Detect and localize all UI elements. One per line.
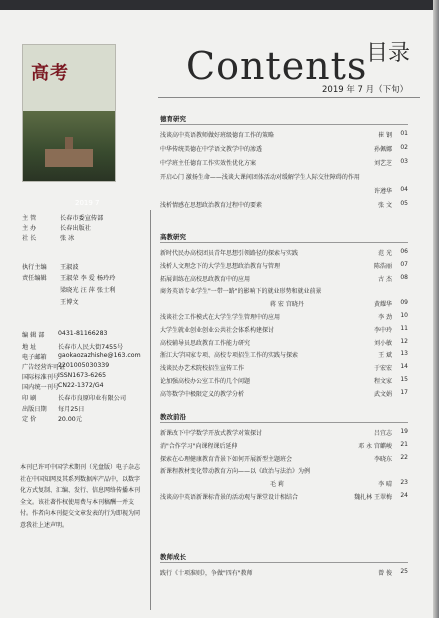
toc-entry-title: 浅析情感在思想政治教育过程中的要素: [160, 202, 263, 209]
toc-entry-title: 开启心门 激扬生命——浅谈大课间团体活动对缓解学生人际交往障碍的作用: [160, 174, 360, 181]
toc-entry-title: 浅谈社会工作模式在大学生学生管理中的应用: [160, 314, 281, 321]
toc-entry-author: 李中玲: [373, 326, 392, 334]
column-divider: [150, 210, 151, 610]
header-rule: [158, 97, 420, 98]
toc-entry-author: 陈浩丽: [373, 262, 392, 270]
toc-entry-author: 黄耀华: [373, 301, 392, 309]
issue-date: 2019 年 7 月（下旬）: [322, 85, 409, 95]
contents-title: Contents: [186, 44, 368, 88]
toc-entry-page: 23: [400, 479, 408, 487]
masthead-value: 20.00元: [58, 416, 82, 423]
toc-entry[interactable]: [160, 492, 408, 502]
masthead-value: ISSN1673-6265: [58, 372, 107, 379]
toc-entry[interactable]: [160, 350, 408, 360]
toc-entry-title: 浅谈高中英语新课标背景的活动观与课堂设计相结合: [160, 494, 299, 501]
toc-entry-page: 15: [400, 376, 408, 383]
toc-entry-page: 10: [400, 312, 408, 319]
toc-entry-title: 践行《十项准则》，争做"四有"教师: [160, 570, 253, 577]
toc-entry[interactable]: [160, 312, 408, 322]
masthead-value: 2201005030339: [58, 362, 110, 369]
toc-entry-title: 消"合作学习"向课程课后延伸: [160, 442, 238, 450]
masthead-label: 印 刷: [22, 395, 37, 402]
toc-entry-page: 19: [400, 428, 408, 435]
toc-entry[interactable]: [160, 299, 408, 309]
toc-entry-page: 01: [400, 130, 408, 137]
toc-entry[interactable]: [160, 428, 408, 438]
masthead-value: 王淑荣 李 爱 杨玲玲: [60, 275, 116, 282]
toc-entry-page: 17: [400, 388, 408, 396]
masthead-label: 广告经营许可证: [22, 364, 66, 371]
toc-entry-author: 程文家: [373, 378, 392, 385]
toc-entry-author: 李 晴: [378, 481, 392, 489]
masthead-label: 地 址: [22, 344, 37, 351]
masthead-label: 责任编辑: [22, 275, 47, 282]
toc-entry-author: 崔 钢: [378, 132, 392, 139]
toc-entry-page: 12: [400, 337, 408, 345]
section-heading: 教改前沿: [160, 413, 186, 421]
toc-entry-page: 22: [400, 453, 408, 461]
toc-entry[interactable]: [160, 363, 408, 373]
toc-entry-title: 新时代民办高校团员青年思想引领路径的探索与实践: [160, 250, 299, 257]
section-heading: 教师成长: [160, 553, 186, 561]
cover-building: [45, 149, 93, 167]
toc-entry-title: 拓展训练在高校思政教育中的应用: [160, 275, 251, 283]
toc-entry-title: 浅析人文理念下的大学生思想政治教育与管理: [160, 262, 281, 270]
section-heading: 高教研究: [160, 233, 186, 241]
photo-shadow-top: [0, 0, 439, 10]
contents-title-cn: 目录: [366, 41, 411, 66]
toc-entry-author: 张 文: [378, 202, 392, 209]
toc-entry[interactable]: [160, 248, 408, 258]
toc-entry-title: 高校辅导员思政教育工作能力研究: [160, 339, 251, 347]
toc-entry-title: 蒋 宏 宫晓丹: [270, 301, 304, 309]
toc-entry-title: 商务英语专业学生"一带一路"的影响下的就业形势和就业前景: [160, 288, 322, 296]
toc-entry-title: 毛 莉: [270, 481, 284, 489]
toc-entry-title: 新课程教材变化带动教育方向——以《政治与法治》为例: [160, 468, 311, 476]
toc-entry-author: 王 斌: [378, 352, 392, 360]
toc-entry-title: 浅谈民办艺术院校招生宣传工作: [160, 365, 245, 373]
toc-entry-author: 吕宜志: [373, 430, 392, 437]
toc-entry-page: 04: [400, 186, 408, 193]
toc-entry-page: 14: [400, 363, 408, 371]
toc-entry-author: 许遵华: [373, 188, 392, 195]
masthead-label: 执行主编: [22, 264, 47, 271]
toc-entry[interactable]: [160, 454, 408, 464]
masthead-label: 国内统一刊号: [22, 384, 60, 391]
toc-entry-author: 于宏宏: [373, 365, 392, 373]
toc-entry-author: 曾 俊: [378, 570, 392, 577]
masthead-label: 编 辑 部: [22, 332, 45, 339]
masthead-value: 长春出版社: [60, 225, 91, 232]
toc-entry-page: 11: [400, 324, 408, 332]
toc-entry-author: 李 劲: [378, 314, 392, 321]
toc-entry[interactable]: [160, 568, 408, 578]
toc-entry-page: 03: [400, 158, 408, 165]
cover-issue: 2019 7: [75, 199, 100, 207]
toc-entry[interactable]: [160, 441, 408, 451]
toc-entry-author: 邓 永 宫麒峻: [358, 442, 392, 450]
toc-entry-author: 武文娟: [373, 390, 392, 398]
masthead-value: 张 冰: [60, 235, 75, 242]
toc-entry[interactable]: [160, 338, 408, 348]
toc-entry[interactable]: [160, 261, 408, 271]
masthead-value: gaokaozazhishe@163.com: [58, 352, 141, 359]
masthead-value: CN22-1372/G4: [58, 382, 104, 389]
section-rule: [160, 124, 408, 125]
masthead-label: 电子邮箱: [22, 354, 47, 361]
toc-entry-page: 09: [400, 299, 408, 307]
masthead-value: 长春市委宣传部: [60, 215, 104, 222]
toc-entry-page: 05: [400, 200, 408, 207]
toc-entry-page: 02: [400, 144, 408, 151]
masthead-label: 主 办: [22, 225, 37, 232]
masthead-value: 长春市良原印业有限公司: [58, 395, 127, 402]
toc-entry-title: 中华传统美德在中学语文教学中的渗透: [160, 146, 263, 153]
toc-entry-author: 李晓东: [373, 455, 392, 463]
section-rule: [160, 422, 408, 423]
toc-entry-page: 06: [400, 248, 408, 255]
copyright-notice: 本刊已许可中国学术期刊（光盘版）电子杂志社在中国知网及其系列数据库产品中，以数字化方式复制、汇编、发行、信息网络传播本刊全文。该社著作权使用费与本刊稿酬一并支付。作者向本刊提交文章发表的行为即视为同意我社上述声明。: [20, 464, 141, 529]
section-rule: [160, 242, 408, 243]
toc-entry-title: 浅谈高中英语教师做好班级德育工作的策略: [160, 132, 275, 139]
section-rule: [160, 562, 408, 563]
masthead-value: 王博文: [60, 299, 79, 306]
toc-entry[interactable]: [160, 376, 408, 386]
toc-entry-title: 探索在心理健康教育背景下如何开展新型主题班会: [160, 455, 293, 463]
toc-entry[interactable]: [160, 286, 408, 296]
toc-entry[interactable]: [160, 325, 408, 335]
toc-entry-author: 刘小敏: [373, 339, 392, 347]
toc-entry-author: 孙佩娜: [373, 146, 392, 153]
masthead-value: 长春市人民大街7455号: [58, 344, 124, 351]
toc-entry-author: 魏扎林 王翠梅: [354, 494, 392, 501]
photo-shadow-right: [433, 0, 439, 618]
masthead-value: 0431-81166283: [58, 330, 108, 337]
toc-entry[interactable]: [160, 466, 408, 476]
toc-entry-page: 24: [400, 492, 408, 499]
toc-entry-page: 13: [400, 350, 408, 358]
toc-entry-title: 论加强高校办公室工作的几个问题: [160, 378, 251, 385]
cover-thumbnail: [22, 44, 116, 207]
toc-entry-page: 07: [400, 260, 408, 268]
toc-entry-author: 范 光: [378, 250, 392, 257]
masthead-label: 社 长: [22, 235, 37, 242]
toc-entry-title: 高等数学中极限定义的教学分析: [160, 390, 245, 398]
toc-entry-title: 浙江大学国家专项、高校专项招生工作的实践与探索: [160, 352, 299, 360]
masthead-value: 王淑波: [60, 264, 79, 271]
masthead-label: 定 价: [22, 416, 37, 423]
toc-entry[interactable]: [160, 389, 408, 399]
masthead-label: 国际标准刊号: [22, 374, 60, 381]
cover-logo: 高考: [31, 63, 69, 84]
toc-entry-title: 中学班主任德育工作实效性优化方案: [160, 160, 257, 167]
toc-entry[interactable]: [160, 186, 408, 196]
toc-entry-page: 21: [400, 440, 408, 448]
masthead-label: 主 管: [22, 215, 37, 222]
masthead-value: 梁晓光 汪 萍 张士利: [60, 287, 116, 294]
toc-entry-page: 08: [400, 273, 408, 281]
toc-entry-page: 25: [400, 568, 408, 575]
masthead-value: 每月25日: [58, 406, 85, 413]
toc-entry[interactable]: [160, 200, 408, 210]
toc-entry[interactable]: [160, 130, 408, 140]
toc-entry-author: 刘艺芝: [373, 160, 392, 167]
toc-entry-author: 古 杰: [378, 275, 392, 283]
toc-entry-title: 新课改下中学数学开放式教学对策探讨: [160, 430, 263, 437]
toc-entry[interactable]: [160, 172, 408, 182]
toc-entry[interactable]: [160, 479, 408, 489]
section-heading: 德育研究: [160, 115, 186, 123]
toc-entry-title: 大学生就业创业创业公共社会体系构建探讨: [160, 326, 275, 334]
toc-entry[interactable]: [160, 144, 408, 154]
toc-entry[interactable]: [160, 274, 408, 284]
masthead-label: 出版日期: [22, 406, 47, 413]
toc-entry[interactable]: [160, 158, 408, 168]
